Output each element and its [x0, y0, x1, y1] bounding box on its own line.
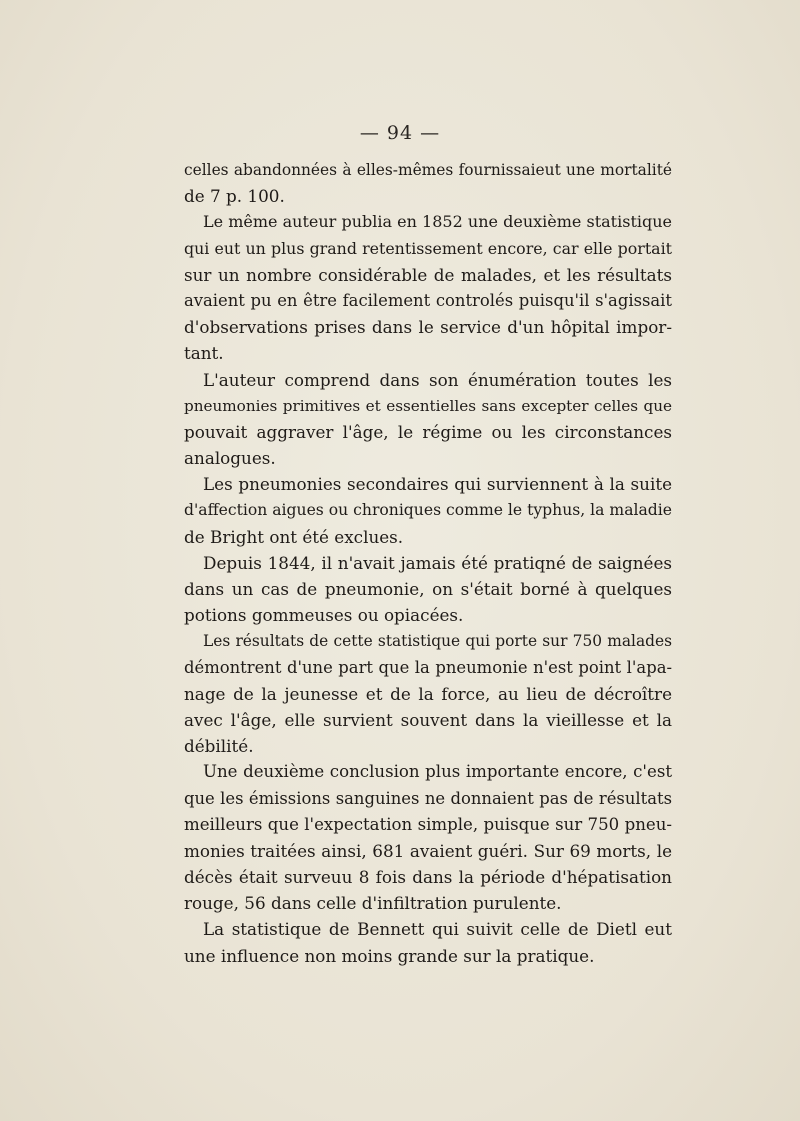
text-line: d'affection aigues ou chroniques comme le typhus, la maladie — [184, 501, 672, 520]
text-line: avaient pu en être facilement controlés puisqu'il s'agissait — [184, 290, 672, 310]
text-line: qui eut un plus grand retentissement encore, car elle portait — [184, 238, 672, 258]
page-number: — 94 — — [359, 122, 441, 144]
text-line: Le même auteur publia en 1852 une deuxième statistique — [203, 212, 672, 232]
text-line: meilleurs que l'expectation simple, puisque sur 750 pneu- — [184, 814, 672, 834]
text-line: que les émissions sanguines ne donnaient pas de résultats — [184, 788, 672, 808]
text-line: avec l'âge, elle survient souvent dans la vieillesse et la — [184, 709, 672, 730]
text-line: analogues. — [184, 448, 276, 469]
text-line: décès était surveuu 8 fois dans la période d'hépatisation — [184, 867, 672, 888]
text-line: sur un nombre considérable de malades, et les résultats — [184, 264, 672, 285]
text-line: dans un cas de pneumonie, on s'était borné à quelques — [184, 579, 672, 599]
text-line: L'auteur comprend dans son énumération toutes les — [203, 369, 672, 390]
text-line: débilité. — [184, 736, 254, 757]
text-line: celles abandonnées à elles-mêmes fournissaieut une mortalité — [184, 161, 672, 179]
body-text — [184, 157, 672, 969]
text-line: rouge, 56 dans celle d'infiltration purulente. — [184, 893, 562, 914]
text-line: tant. — [184, 343, 224, 364]
text-line: démontrent d'une part que la pneumonie n'est point l'apa- — [184, 657, 672, 677]
text-line: Les pneumonies secondaires qui surviennent à la suite — [203, 474, 672, 495]
text-line: d'observations prises dans le service d'un hôpital impor- — [184, 317, 672, 338]
text-line: monies traitées ainsi, 681 avaient guéri. Sur 69 morts, le — [184, 840, 672, 861]
text-line: Les résultats de cette statistique qui porte sur 750 malades — [203, 632, 672, 651]
text-line: Depuis 1844, il n'avait jamais été pratiqné de saignées — [203, 552, 672, 573]
text-line: nage de la jeunesse et de la force, au lieu de décroître — [184, 683, 672, 704]
text-line: potions gommeuses ou opiacées. — [184, 605, 464, 626]
text-line: pneumonies primitives et essentielles sans excepter celles que — [184, 396, 672, 415]
text-line: une influence non moins grande sur la pratique. — [184, 945, 595, 966]
text-line: de Bright ont été exclues. — [184, 526, 404, 547]
text-line: Une deuxième conclusion plus importante encore, c'est — [203, 762, 672, 782]
text-line: pouvait aggraver l'âge, le régime ou les circonstances — [184, 421, 672, 442]
text-line: de 7 p. 100. — [184, 186, 285, 207]
text-line: La statistique de Bennett qui suivit celle de Dietl eut — [203, 919, 672, 940]
